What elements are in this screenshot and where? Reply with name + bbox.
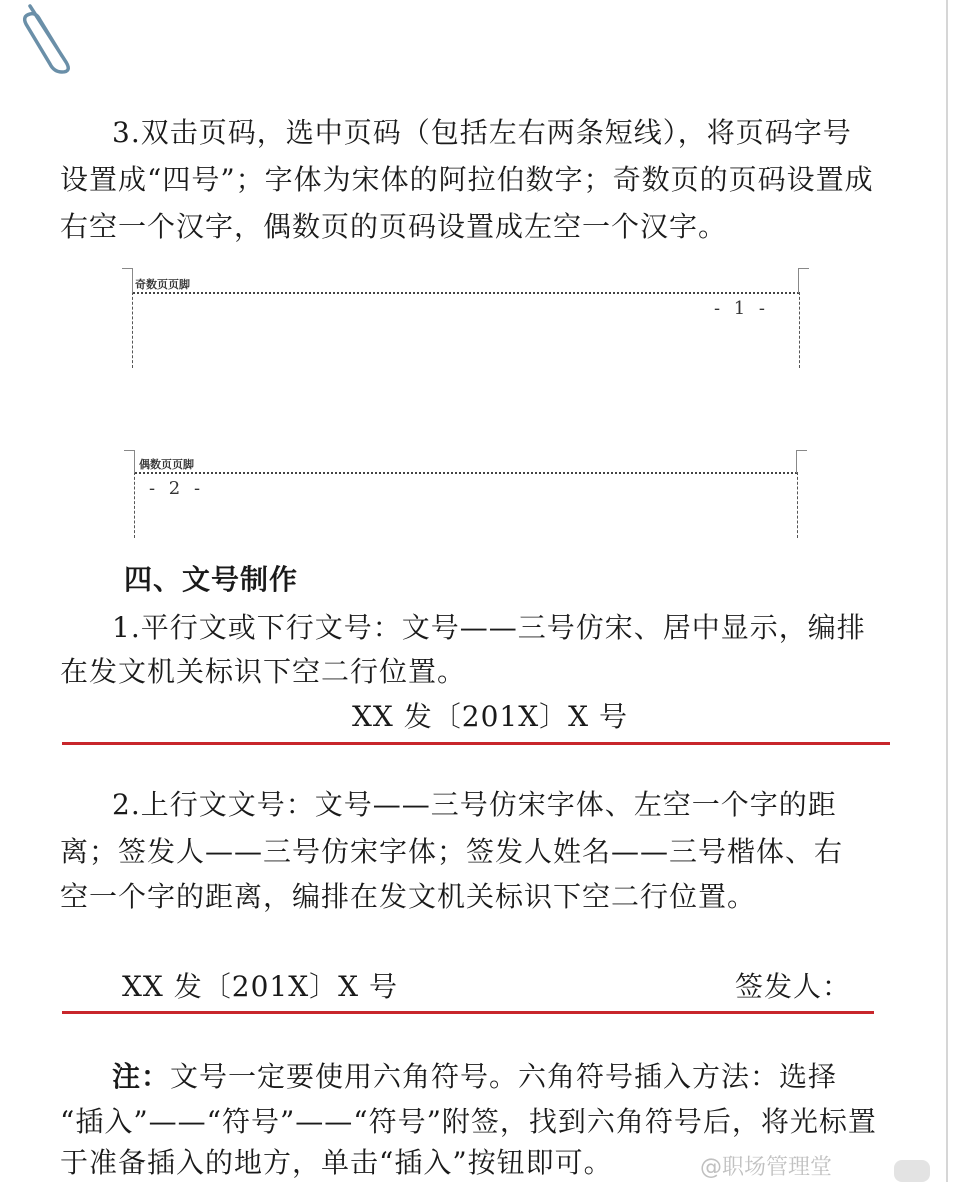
item2-line-3: 空一个字的距离，编排在发文机关标识下空二行位置。 xyxy=(60,880,757,913)
odd-footer-label: 奇数页页脚 xyxy=(135,278,190,291)
even-footer-example xyxy=(134,458,798,538)
footer-boundary-line xyxy=(135,472,797,474)
item2-line-1: 2.上行文文号：文号——三号仿宋字体、左空一个字的距 xyxy=(112,788,837,821)
corner-mark xyxy=(122,268,133,293)
note-text: 文号一定要使用六角符号。六角符号插入方法：选择 xyxy=(170,1060,838,1093)
corner-mark xyxy=(796,450,807,473)
note-line-1 xyxy=(112,1060,837,1094)
corner-mark xyxy=(798,268,809,293)
even-footer-label: 偶数页页脚 xyxy=(139,458,194,471)
section3-line-2: 设置成“四号”；字体为宋体的阿拉伯数字；奇数页的页码设置成 xyxy=(60,163,874,196)
signer-label: 签发人： xyxy=(735,970,852,1003)
footer-boundary-line xyxy=(133,292,799,294)
red-rule xyxy=(62,1011,874,1014)
item1-line-1: 1.平行文或下行文号：文号——三号仿宋、居中显示，编排 xyxy=(112,611,866,644)
note-label: 注： xyxy=(112,1060,171,1093)
paperclip-icon xyxy=(22,0,82,75)
item1-doc-number-sample: XX 发〔201X〕X 号 xyxy=(352,700,628,733)
red-rule xyxy=(62,742,890,745)
item1-line-2: 在发文机关标识下空二行位置。 xyxy=(60,655,467,688)
odd-page-number: - 1 - xyxy=(713,298,769,319)
even-page-number: - 2 - xyxy=(149,478,205,499)
page-edge xyxy=(946,0,948,1182)
section3-line-1: 3.双击页码，选中页码（包括左右两条短线），将页码字号 xyxy=(112,116,852,149)
note-line-3: 于准备插入的地方，单击“插入”按钮即可。 xyxy=(60,1146,613,1179)
corner-mark xyxy=(124,450,135,473)
section3-line-3: 右空一个汉字，偶数页的页码设置成左空一个汉字。 xyxy=(60,210,728,243)
odd-footer-example xyxy=(132,278,800,368)
item2-line-2: 离；签发人——三号仿宋字体；签发人姓名——三号楷体、右 xyxy=(60,835,844,868)
note-line-2: “插入”——“符号”——“符号”附签，找到六角符号后，将光标置 xyxy=(60,1105,877,1138)
item2-doc-number-sample: XX 发〔201X〕X 号 xyxy=(122,970,398,1003)
watermark: @职场管理堂 xyxy=(700,1155,833,1180)
section4-heading: 四、文号制作 xyxy=(124,563,299,596)
corner-badge xyxy=(894,1160,930,1182)
